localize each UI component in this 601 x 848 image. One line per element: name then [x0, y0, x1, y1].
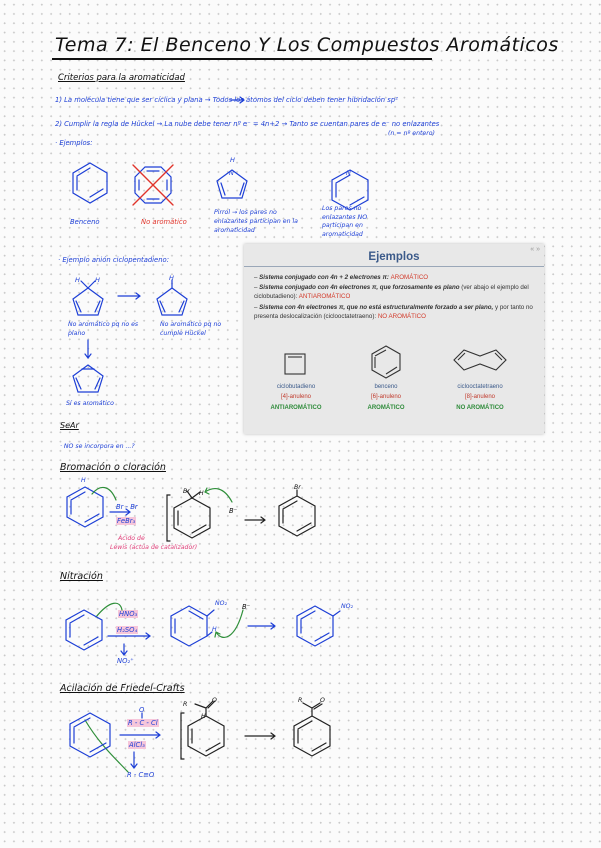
nitracion-arrow-product [248, 623, 275, 629]
acilacion-o2: O [320, 697, 325, 704]
acilacion-r2: R [298, 697, 303, 704]
page-title: Tema 7: El Benceno Y Los Compuestos Aromáticos [55, 34, 559, 56]
benceno-double-bonds [77, 168, 103, 197]
bromacion-green-arrow-2 [205, 488, 232, 502]
bromacion-acid-1: Ácido de [118, 535, 145, 542]
ciclopent-h3: H [169, 274, 174, 282]
bromacion-base: B⁻ [229, 507, 238, 515]
piridina-n-label: N [346, 169, 351, 177]
benceno-slide-drawing [372, 346, 400, 378]
piridina-double-bonds [336, 175, 364, 205]
acilacion-intermediate-substituents [195, 701, 215, 716]
ciclopentadieno-1-ring [73, 288, 103, 315]
bromacion-benzene-double-bonds [71, 492, 99, 522]
bromacion-h-intermediate: H [199, 490, 204, 497]
acilacion-o1: O [212, 697, 217, 704]
criterion-arrow-1 [230, 97, 244, 103]
nitracion-reaction-arrow [108, 633, 150, 639]
acylbenzene-carbonyl [303, 703, 322, 716]
nitracion-reagent-1: HNO₃ [119, 610, 138, 618]
acilacion-intermediate-ring [188, 716, 224, 756]
pirrol-n-label: N [229, 169, 234, 177]
benceno-anuleno: [6]-anuleno [370, 394, 402, 400]
ciclopentadieno-2-ring [157, 288, 187, 315]
slide-bullet-1: – Sistema conjugado con 4n + 2 electrones π: AROMÁTICO [254, 274, 429, 281]
nitracion-h: H [212, 626, 217, 633]
nitracion-heading: Nitración [60, 571, 103, 582]
acilacion-reagent: R - C - Cl [128, 719, 158, 727]
nitracion-ion-arrow [121, 644, 127, 655]
criterion-1: 1) La molécula tiene que ser cíclica y plana → Todos los átomos del ciclo deben tener hibridación sp² [55, 96, 398, 104]
ejemplos-label: · Ejemplos: [55, 139, 93, 147]
bromacion-arrow-product [245, 517, 265, 523]
ciclooctatetraeno-drawing [454, 350, 506, 370]
ciclopentadienyl-double-bonds [76, 369, 100, 389]
nitracion-green-arrow-2 [215, 610, 243, 637]
acilacion-arrow-product [245, 733, 275, 739]
ciclopentadieno-1-h [81, 281, 95, 288]
acilacion-benzene [70, 713, 110, 757]
sear-note: · NO se incorpora en ...? [60, 443, 135, 450]
ciclopent-h1: H [75, 276, 80, 284]
acilacion-ion: R - C≡O [127, 771, 155, 779]
slide-bullet-3-rest: y por tanto no presenta deslocalización (ciclooctatetraeno): [254, 304, 533, 320]
ciclopentadieno-1-double-bonds [76, 301, 100, 312]
slide-bullet-1-accent: AROMÁTICO [390, 274, 429, 281]
criterion-2: 2) Cumplir la regla de Hückel → La nube debe tener nº e⁻ = 4n+2 → Tanto se cuentan pares de e⁻ no enlazantes [55, 120, 440, 128]
bromacion-h: H [81, 477, 86, 484]
nitracion-benzene-double-bonds [70, 615, 98, 645]
nitracion-green-arrow-1 [96, 603, 122, 617]
acilacion-reagent-o: O [139, 706, 145, 714]
piridina-caption: Los pares no enlazantes NO participan en aromaticidad [322, 205, 368, 238]
criterios-heading: Criterios para la aromaticidad [58, 73, 185, 83]
nitrobenzene-bond [333, 611, 340, 616]
slide-title: Ejemplos [368, 251, 420, 263]
acilacion-h1: H [201, 713, 206, 720]
benceno-class: AROMÁTICO [367, 405, 405, 411]
slide-bullet-3-accent: NO AROMÁTICO [377, 313, 426, 320]
nitracion-reagent-2: H₂SO₄ [117, 626, 138, 634]
acilacion-heading: Acilación de Friedel-Crafts [60, 683, 185, 694]
ciclopent-arrow-right [118, 293, 140, 299]
ciclopent-note-2: No aromático pq no cumple Hückel [160, 321, 222, 337]
slide-bullet-2-rest: (ver abajo el ejemplo del ciclobutadieno): [254, 284, 529, 300]
nitracion-base: B⁻ [242, 603, 251, 611]
ciclobutadieno-class: ANTIAROMÁTICO [270, 405, 322, 411]
bromacion-heading: Bromación o cloración [60, 462, 166, 473]
bromacion-bracket [167, 495, 170, 541]
slide-controls[interactable]: « » [530, 246, 540, 253]
bromacion-acid-2: Lewis (actúa de catalizador) [110, 544, 198, 551]
nitracion-intermediate-substituents [207, 610, 214, 636]
ciclopent-h2: H [95, 276, 100, 284]
no-aromatico-caption: No aromático [141, 218, 187, 226]
ciclopent-heading: · Ejemplo anión ciclopentadieno: [58, 256, 170, 264]
bromacion-reagent-1: Br - Br [116, 503, 138, 511]
ciclooctatetraeno-name: ciclooctatetraeno [457, 384, 503, 390]
sear-heading: SeAr [60, 421, 79, 430]
bromacion-benzene [67, 487, 103, 527]
acilacion-reaction-arrow [120, 732, 160, 738]
slide-bullet-3-bold: Sistema con 4n electrones π, que no está estructuralmente forzado a ser plano, [259, 304, 494, 311]
acilacion-bracket [181, 713, 184, 759]
nitracion-no2-intermediate: NO₂ [215, 600, 227, 607]
ciclooctatetraeno-class: NO AROMÁTICO [456, 405, 504, 411]
pirrol-h-label: H [230, 156, 235, 164]
ciclobutadieno-anuleno: [4]-anuleno [280, 394, 312, 400]
benceno-name: benceno [374, 384, 398, 390]
acylbenzene-double-bonds [298, 721, 326, 751]
bromacion-intermediate-ring [174, 498, 210, 538]
bromobenzene-double-bonds [283, 501, 311, 531]
pirrol-caption: Pirrol → los pares no enlazantes participan en la aromaticidad [214, 209, 298, 234]
ciclopent-arrow-down [85, 340, 91, 358]
acilacion-r1: R [183, 701, 188, 708]
acilacion-intermediate-bonds [192, 729, 220, 751]
acilacion-catalyst: AlCl₃ [129, 741, 145, 749]
ciclooctatetraeno-anuleno: [8]-anuleno [464, 394, 496, 400]
nitracion-intermediate-bonds [175, 611, 203, 633]
slide-bullet-2-accent: ANTIAROMÁTICO [298, 293, 351, 300]
ciclopent-note-1: No aromático pq no es plano [68, 321, 139, 337]
bromacion-intermediate-substituents [187, 491, 200, 498]
bromacion-intermediate-bonds [178, 511, 206, 533]
slide-bullet-1-bold: Sistema conjugado con 4n + 2 electrones π: [259, 274, 391, 281]
slide-bullet-3: – Sistema con 4n electrones π, que no está estructuralmente forzado a ser plano, y por tanto no presenta deslocalización (ciclooctatetraeno): NO AROMÁTICO [254, 304, 533, 320]
nitracion-ion: NO₂⁺ [117, 657, 134, 665]
bromacion-reagent-2: FeBr₃ [117, 517, 136, 525]
slide-bullet-2-bold: Sistema conjugado con 4n electrones π, que forzosamente es plano [259, 284, 460, 291]
nitracion-intermediate-ring [171, 606, 207, 646]
pirrol-double-bonds [221, 183, 244, 195]
acilacion-green-arrow [85, 720, 128, 772]
bromacion-br-intermediate: Br [183, 488, 190, 495]
ciclobutadieno-name: ciclobutadieno [276, 384, 316, 390]
acilacion-benzene-double-bonds [74, 718, 106, 752]
acilacion-ion-arrow [131, 752, 137, 768]
benceno-caption: Benceno [70, 218, 100, 226]
nitrobenzene-double-bonds [301, 611, 329, 641]
ciclopentadieno-2-double-bonds [160, 301, 184, 312]
nitracion-no2-product: NO₂ [341, 603, 353, 610]
criterion-2-note: (n = nº entero) [388, 130, 435, 137]
bromacion-reaction-arrow [110, 509, 130, 515]
nitrobenzene-ring [297, 606, 333, 646]
slide-bullet-2: – Sistema conjugado con 4n electrones π, que forzosamente es plano (ver abajo el ejemplo del ciclobutadieno): ANTIAROMÁTICO [254, 284, 529, 300]
bromobenzene-ring [279, 496, 315, 536]
bromacion-br-product: Br [294, 484, 301, 491]
ciclopent-note-3: Sí es aromático [66, 400, 114, 407]
bromacion-green-arrow-1 [92, 487, 116, 500]
ejemplos-slide [244, 244, 544, 434]
acylbenzene-ring [294, 716, 330, 756]
